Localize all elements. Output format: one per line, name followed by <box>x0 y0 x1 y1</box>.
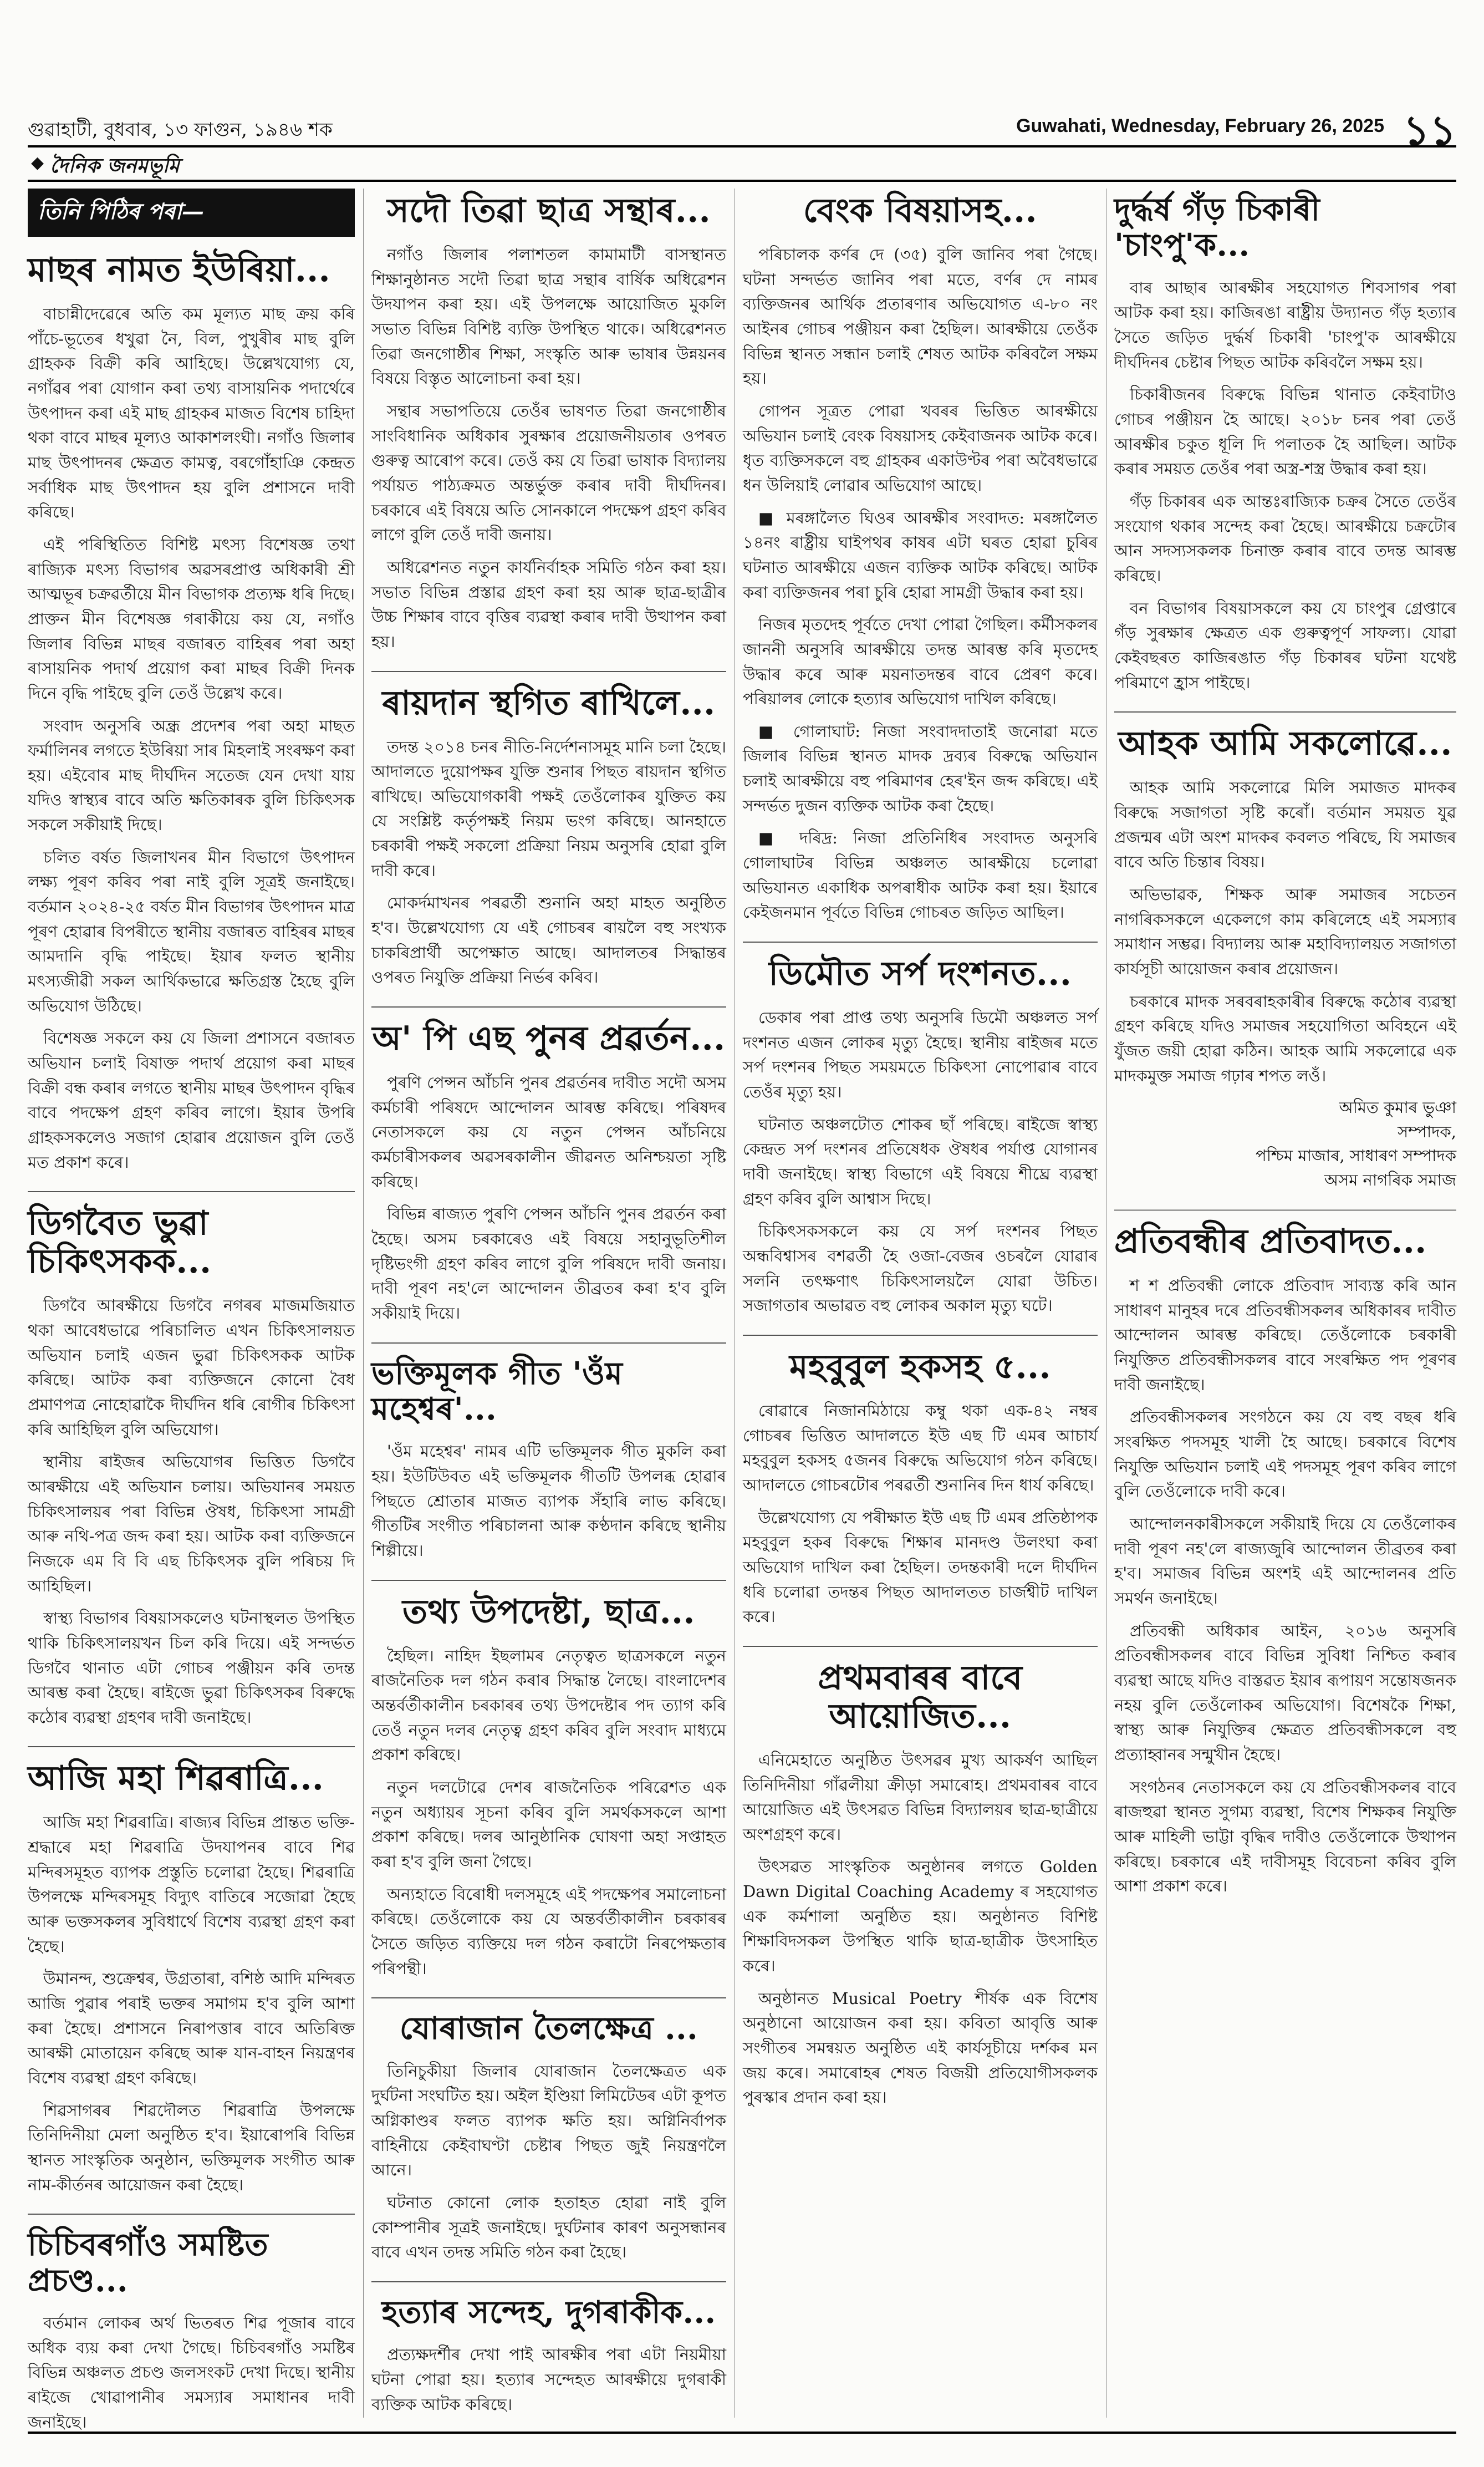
story-rhino-poacher <box>1114 192 1456 695</box>
paragraph: চিকাৰীজনৰ বিৰুদ্ধে বিভিন্ন থানাত কেইবাটাও গোচৰ পঞ্জীয়ন হৈ আছে। ২০১৮ চনৰ পৰা তেওঁ আৰক্ষীৰ চকুত ধূলি দি পলাতক হৈ আছিল। আটক কৰাৰ সময়ত তেওঁৰ পৰা অস্ত্ৰ-শস্ত্ৰ উদ্ধাৰ কৰা হয়। <box>1114 385 1456 479</box>
story-body <box>743 242 1098 925</box>
byline-line: অমিত কুমাৰ ভুঞা <box>1339 1098 1456 1117</box>
story-divider <box>28 1746 355 1747</box>
story-body <box>743 1005 1098 1318</box>
headline[interactable]: মহবুবুল হকসহ ৫... <box>789 1347 1051 1386</box>
headline[interactable]: যোৰাজান তৈলক্ষেত্ৰ ... <box>399 2010 698 2047</box>
story-divider <box>1114 1209 1456 1210</box>
headline[interactable]: দুৰ্দ্ধৰ্ষ গঁড় চিকাৰী 'চাংপু'ক... <box>1114 191 1320 264</box>
byline <box>1114 1096 1456 1192</box>
story-ops-restore <box>371 1020 726 1326</box>
column-4 <box>1114 189 1456 2418</box>
story-body <box>371 2342 726 2417</box>
paragraph: স্থানীয় ৰাইজৰ অভিযোগৰ ভিত্তিত ডিগবৈ আৰক্ষীয়ে এই অভিযান চলায়। অভিযানৰ সময়ত চিকিৎসালয়ৰ পৰা বিভিন্ন ঔষধ, চিকিৎসা সামগ্ৰী আৰু নথি-পত্ৰ জব্দ কৰা হয়। আটক কৰা ব্যক্তিজনে নিজকে এম বি বি এছ চিকিৎসক বুলি পৰিচয় দি আহিছিল। <box>28 1452 355 1595</box>
paragraph: ঘটনাত অঞ্চলটোত শোকৰ ছাঁ পৰিছে। ৰাইজে স্বাস্থ্য কেন্দ্ৰত সৰ্প দংশনৰ প্ৰতিষেধক ঔষধৰ পৰ্যাপ্ত যোগানৰ দাবী জনাইছে। স্বাস্থ্য বিভাগে এই বিষয়ে শীঘ্ৰে ব্যৱস্থা গ্ৰহণ কৰিব বুলি আশ্বাস দিছে। <box>743 1115 1098 1208</box>
headline[interactable]: হত্যাৰ সন্দেহ, দুগৰাকীক... <box>381 2293 716 2331</box>
story-murder-suspect <box>371 2295 726 2417</box>
paragraph: ■ মৰঙ্গালৈত ঘিওৰ আৰক্ষীৰ সংবাদত: মৰঙ্গালৈত ১৪নং ৰাষ্ট্ৰীয় ঘাইপথৰ কাষৰ এটা ঘৰত হোৱা চুৰিৰ ঘটনাত আৰক্ষীয়ে এজন ব্যক্তিক আটক কৰিছে। আটক কৰা ব্যক্তিজনৰ পৰা চুৰি হোৱা সামগ্ৰী উদ্ধাৰ কৰা হয়। <box>743 508 1098 602</box>
story-fish-urea <box>28 251 355 1174</box>
story-first-time-organised <box>743 1659 1098 2110</box>
story-body <box>743 1748 1098 2110</box>
paragraph: নিজৰ মৃতদেহ পূৰ্বতে দেখা পোৱা গৈছিল। কৰ্মীসকলৰ জাননী অনুসৰি আৰক্ষীয়ে তদন্ত আৰম্ভ কৰি মৃতদেহ উদ্ধাৰ কৰে আৰু ময়নাতদন্তৰ বাবে প্ৰেৰণ কৰে। পৰিয়ালৰ লোকে হত্যাৰ অভিযোগ দাখিল কৰিছে। <box>743 615 1098 709</box>
paragraph: অন্যহাতে বিৰোধী দলসমূহে এই পদক্ষেপৰ সমালোচনা কৰিছে। তেওঁলোকে কয় যে অন্তৰ্বৰ্তীকালীন চৰকাৰৰ সৈতে জড়িত ব্যক্তিয়ে দল গঠন কৰাটো নিৰপেক্ষতাৰ পৰিপন্থী। <box>371 1884 726 1978</box>
byline-line: পশ্চিম মাজাৰ, সাধাৰণ সম্পাদক <box>1256 1146 1456 1166</box>
page-header <box>28 109 1456 154</box>
paragraph: নতুন দলটোৱে দেশৰ ৰাজনৈতিক পৰিৱেশত এক নতুন অধ্যায়ৰ সূচনা কৰিব বুলি সমৰ্থকসকলে আশা প্ৰকাশ কৰিছে। দলৰ আনুষ্ঠানিক ঘোষণা অহা সপ্তাহত কৰা হ'ব বুলি জনা গৈছে। <box>371 1777 726 1871</box>
paragraph: পুৰণি পেন্সন আঁচনি পুনৰ প্ৰৱৰ্তনৰ দাবীত সদৌ অসম কৰ্মচাৰী পৰিষদে আন্দোলন আৰম্ভ কৰিছে। পৰিষদৰ নেতাসকলে কয় যে নতুন পেন্সন আঁচনিয়ে কৰ্মচাৰীসকলৰ অৱসৰকালীন জীৱনত অনিশ্চয়তা সৃষ্টি কৰিছে। <box>371 1073 726 1191</box>
paragraph: সন্থাৰ সভাপতিয়ে তেওঁৰ ভাষণত তিৱা জনগোষ্ঠীৰ সাংবিধানিক অধিকাৰ সুৰক্ষাৰ প্ৰয়োজনীয়তাৰ ওপৰত গুৰুত্ব আৰোপ কৰে। তেওঁ কয় যে তিৱা ভাষাক বিদ্যালয় পৰ্যায়ত পাঠ্যক্ৰমত অন্তৰ্ভুক্ত কৰাৰ দাবী দীৰ্ঘদিনৰ। চৰকাৰে এই বিষয়ে অতি সোনকালে পদক্ষেপ গ্ৰহণ কৰিব লাগে বুলি তেওঁ দাবী জনায়। <box>371 401 726 545</box>
paragraph: সংগঠনৰ নেতাসকলে কয় যে প্ৰতিবন্ধীসকলৰ বাবে ৰাজহুৱা স্থানত সুগম্য ব্যৱস্থা, বিশেষ শিক্ষকৰ নিযুক্তি আৰু মাহিলী ভাট্টা বৃদ্ধিৰ দাবীও তেওঁলোকে উত্থাপন কৰিছে। চৰকাৰে এই দাবীসমূহ বিবেচনা কৰিব বুলি আশা প্ৰকাশ কৰে। <box>1114 1777 1456 1896</box>
paragraph: প্ৰতিবন্ধীসকলৰ সংগঠনে কয় যে বহু বছৰ ধৰি সংৰক্ষিত পদসমূহ খালী হৈ আছে। চৰকাৰে বিশেষ নিযুক্তি অভিযান চলাই এই পদসমূহ পূৰণ কৰিব লাগে বুলি তেওঁলোকে দাবী কৰে। <box>1114 1407 1456 1501</box>
story-body <box>371 242 726 654</box>
story-body <box>28 1810 355 2197</box>
paragraph: এনিমেহাতে অনুষ্ঠিত উৎসৱৰ মুখ্য আকৰ্ষণ আছিল তিনিদিনীয়া গাঁৱলীয়া ক্ৰীড়া সমাৰোহ। প্ৰথমবাৰৰ বাবে আয়োজিত এই উৎসৱত বিভিন্ন বিদ্যালয়ৰ ছাত্ৰ-ছাত্ৰীয়ে অংশগ্ৰহণ কৰে। <box>743 1750 1098 1844</box>
paragraph: সংবাদ অনুসৰি অন্ধ্ৰ প্ৰদেশৰ পৰা অহা মাছত ফৰ্মালিনৰ লগতে ইউৰিয়া সাৰ মিহলাই সংৰক্ষণ কৰা হয়। এইবোৰ মাছ দীৰ্ঘদিন সতেজ যেন দেখা যায় যদিও স্বাস্থ্যৰ বাবে অতি ক্ষতিকাৰক বুলি চিকিৎসক সকলে সকীয়াই দিছে। <box>28 716 355 835</box>
paragraph: উল্লেখযোগ্য যে পৰীক্ষাত ইউ এছ টি এমৰ প্ৰতিষ্ঠাপক মহবুবুল হকৰ বিৰুদ্ধে শিক্ষাৰ মানদণ্ড উলংঘা কৰা অভিযোগ দাখিল কৰা হৈছিল। তদন্তকাৰী দলে দীৰ্ঘদিন ধৰি চলোৱা তদন্তৰ পিছত আদালতত চাৰ্জশ্বীট দাখিল কৰে। <box>743 1508 1098 1626</box>
story-lets-all <box>1114 725 1456 1192</box>
paragraph: নগাঁও জিলাৰ পলাশতল কামামাটী বাসস্থানত শিক্ষানুষ্ঠানত সদৌ তিৱা ছাত্ৰ সন্থাৰ বাৰ্ষিক অধিৱেশন উদযাপন কৰা হয়। এই উপলক্ষে আয়োজিত মুকলি সভাত বিভিন্ন বিশিষ্ট ব্যক্তি উপস্থিত থাকে। অধিৱেশনত তিৱা জনগোষ্ঠীৰ শিক্ষা, সংস্কৃতি আৰু ভাষাৰ উন্নয়নৰ বিষয়ে বিস্তৃত আলোচনা কৰা হয়। <box>371 245 726 388</box>
paragraph: ডিগবৈ আৰক্ষীয়ে ডিগবৈ নগৰৰ মাজমজিয়াত থকা আবেধভাৱে পৰিচালিত এখন চিকিৎসালয়ত অভিযান চলাই এজন ভুৱা চিকিৎসকক আটক কৰিছে। আটক কৰা ব্যক্তিজনে কোনো বৈধ প্ৰমাণপত্ৰ নোহোৱাকৈ দীৰ্ঘদিন ধৰি ৰোগীৰ চিকিৎসা কৰি আহিছিল বুলি অভিযোগ। <box>28 1296 355 1439</box>
paragraph: প্ৰত্যক্ষদৰ্শীৰ দেখা পাই আৰক্ষীৰ পৰা এটা নিয়মীয়া ঘটনা পোৱা হয়। হত্যাৰ সন্দেহত আৰক্ষীয়ে দুগৰাকী ব্যক্তিক আটক কৰিছে। <box>371 2345 726 2414</box>
story-body <box>1114 276 1456 695</box>
story-divider <box>371 1342 726 1344</box>
story-body <box>1114 1273 1456 1899</box>
paragraph: ঘটনাত কোনো লোক হতাহত হোৱা নাই বুলি কোম্পানীৰ সূত্ৰই জনাইছে। দুৰ্ঘটনাৰ কাৰণ অনুসন্ধানৰ বাবে এখন তদন্ত সমিতি গঠন কৰা হৈছে। <box>371 2193 726 2262</box>
footer-rule <box>28 2432 1456 2434</box>
paragraph: উৎসৱত সাংস্কৃতিক অনুষ্ঠানৰ লগতে Golden Dawn Digital Coaching Academy ৰ সহযোগত এক কৰ্মশালা অনুষ্ঠিত হয়। অনুষ্ঠানত বিশিষ্ট শিক্ষাবিদসকল উপস্থিত থাকি ছাত্ৰ-ছাত্ৰীক উৎসাহিত কৰে। <box>743 1857 1098 1976</box>
story-info-adviser <box>371 1593 726 1981</box>
story-body <box>371 1070 726 1326</box>
paragraph: চিকিৎসকসকলে কয় যে সৰ্প দংশনৰ পিছত অন্ধবিশ্বাসৰ বশৱৰ্তী হৈ ওজা-বেজৰ ওচৰলৈ যোৱাৰ সলনি তৎক্ষণাৎ চিকিৎসালয়লৈ যোৱা উচিত। সজাগতাৰ অভাৱত বহু লোকৰ অকাল মৃত্যু ঘটে। <box>743 1222 1098 1315</box>
story-body <box>371 735 726 990</box>
brand-strip <box>28 145 1456 182</box>
story-dimow-snakebite <box>743 955 1098 1318</box>
paragraph: ■ গোলাঘাট: নিজা সংবাদদাতাই জনোৱা মতে জিলাৰ বিভিন্ন স্থানত মাদক দ্ৰব্যৰ বিৰুদ্ধে অভিযান চলাই আৰক্ষীয়ে বহু পৰিমাণৰ হেৰ'ইন জব্দ কৰিছে। এই সন্দৰ্ভত দুজন ব্যক্তিক আটক কৰা হৈছে। <box>743 721 1098 815</box>
paragraph: ■ দৰিদ্ৰ: নিজা প্ৰতিনিধিৰ সংবাদত অনুসৰি গোলাঘাটৰ বিভিন্ন অঞ্চলত আৰক্ষীয়ে চলোৱা অভিযানত একাধিক অপৰাধীক আটক কৰা হয়। ইয়াৰে কেইজনমান পূৰ্বতে বিভিন্ন গোচৰত জড়িত আছিল। <box>743 828 1098 922</box>
story-shivaratri <box>28 1759 355 2197</box>
page-number: ১১ <box>1403 109 1456 154</box>
headline[interactable]: আজি মহা শিৱৰাত্ৰি... <box>28 1759 324 1798</box>
story-divider <box>371 671 726 672</box>
headline[interactable]: অ' পি এছ পুনৰ প্ৰৱৰ্তন... <box>372 1019 726 1059</box>
paragraph: তিনিচুকীয়া জিলাৰ যোৰাজান তৈলক্ষেত্ৰত এক দুৰ্ঘটনা সংঘটিত হয়। অইল ইণ্ডিয়া লিমিটেডৰ এটা কূপত অগ্নিকাণ্ডৰ ফলত ব্যাপক ক্ষতি হয়। অগ্নিনিৰ্বাপক বাহিনীয়ে কেইবাঘণ্টা চেষ্টাৰ পিছত জুই নিয়ন্ত্ৰণলৈ আনে। <box>371 2061 727 2180</box>
story-body <box>28 2311 355 2434</box>
paragraph: ৰোৱাৰে নিজানমিঠায়ে কম্বু থকা এক-৪২ নম্বৰ গোচৰৰ ভিত্তিত আদালতে ইউ এছ টি এমৰ আচাৰ্য মহবুবুল হকসহ ৫জনৰ বিৰুদ্ধে অভিযোগ গঠন কৰিছে। আদালতে গোচৰটোৰ পৰৱৰ্তী শুনানিৰ দিন ধাৰ্য কৰিছে। <box>743 1401 1098 1494</box>
paragraph: বৰ্তমান লোকৰ অৰ্থ ভিতৰত শিৱ পূজাৰ বাবে অধিক ব্যয় কৰা দেখা গৈছে। চিচিবৰগাঁও সমষ্টিৰ বিভিন্ন অঞ্চলত প্ৰচণ্ড জলসংকট দেখা দিছে। স্থানীয় ৰাইজে খোৱাপানীৰ সমস্যাৰ সমাধানৰ দাবী জনাইছে। <box>28 2313 355 2432</box>
story-devotional-song <box>371 1356 726 1563</box>
headline[interactable]: প্ৰতিবন্ধীৰ প্ৰতিবাদত... <box>1114 1222 1427 1262</box>
paragraph: উমানন্দ, শুক্ৰেশ্বৰ, উগ্ৰতাৰা, বশিষ্ঠ আদি মন্দিৰত আজি পুৱাৰ পৰাই ভক্তৰ সমাগম হ'ব বুলি আশা কৰা হৈছে। প্ৰশাসনে নিৰাপত্তাৰ বাবে অতিৰিক্ত আৰক্ষী মোতায়েন কৰিছে আৰু যান-বাহন নিয়ন্ত্ৰণৰ বিশেষ ব্যৱস্থা গ্ৰহণ কৰিছে। <box>28 1969 355 2088</box>
story-body <box>371 2059 726 2265</box>
story-divider <box>371 2281 726 2282</box>
paragraph: বাচান্নীদেৱেৰে অতি কম মূল্যত মাছ ক্ৰয় কৰি পাঁচে-ভূতেৰ ধখুৱা নৈ, বিল, পুখুৰীৰ মাছ বুলি গ্ৰাহকক বিক্ৰী কৰি আহিছে। উল্লেখযোগ্য যে, নগাঁৱৰ পৰা যোগান কৰা তথ্য বাসায়নিক পদাৰ্থেৰে উৎপাদন কৰা এই মাছ গ্ৰাহকৰ মাজত বিশেষ চাহিদা থকা বাবে মাছৰ মূল্যও আকাশলংঘী। নগাঁও জিলাৰ মাছ উৎপাদনৰ ক্ষেত্ৰত কামত্ব, বৰগোঁহাঞি কেন্দ্ৰত সৰ্বাধিক মাছ উৎপাদন হয় বুলি প্ৰশাসনে দাবী কৰিছে। <box>28 304 355 522</box>
headline[interactable]: তথ্য উপদেষ্টা, ছাত্ৰ... <box>402 1592 695 1631</box>
headline[interactable]: ভক্তিমূলক গীত 'ওঁম মহেশ্বৰ'... <box>371 1355 623 1428</box>
paragraph: এই পৰিস্থিতিত বিশিষ্ট মৎস্য বিশেষজ্ঞ তথা ৰাজ্যিক মৎস্য বিভাগৰ অৱসৰপ্ৰাপ্ত অধিকাৰী শ্ৰী আত্মভূৰ চক্ৰৱৰ্তীয়ে মীন বিভাগক প্ৰত্যক্ষ ধৰি দিছে। প্ৰাক্তন মীন বিশেষজ্ঞ গৰাকীয়ে কয় যে, নগাঁও জিলাৰ বিভিন্ন মাছৰ বজাৰত বাহিৰৰ পৰা অহা ৰাসায়নিক পদাৰ্থ প্ৰয়োগ কৰা মাছৰ বিক্ৰী দিনক দিনে বৃদ্ধি পাইছে বুলি তেওঁ উল্লেখ কৰে। <box>28 535 355 703</box>
paragraph: বাৰ আছাৰ আৰক্ষীৰ সহযোগত শিবসাগৰ পৰা আটক কৰা হয়। কাজিৰঙা ৰাষ্ট্ৰীয় উদ্যানত গঁড় হত্যাৰ সৈতে জড়িত দুৰ্দ্ধৰ্ষ চিকাৰী 'চাংপু'ক আৰক্ষীয়ে দীৰ্ঘদিনৰ চেষ্টাৰ পিছত আটক কৰিবলৈ সক্ষম হয়। <box>1114 278 1456 372</box>
column-1 <box>28 189 355 2432</box>
story-bank-official <box>743 192 1098 925</box>
paragraph: 'ওঁম মহেশ্বৰ' নামৰ এটি ভক্তিমূলক গীত মুকলি কৰা হয়। ইউটিউবত এই ভক্তিমূলক গীতটি উপলব্ধ হোৱাৰ পিছতে শ্ৰোতাৰ মাজত ব্যাপক সঁহাৰি লাভ কৰিছে। গীতটিৰ সংগীত পৰিচালনা আৰু কণ্ঠদান কৰিছে স্থানীয় শিল্পীয়ে। <box>371 1442 726 1560</box>
headline[interactable]: ৰায়দান স্থগিত ৰাখিলে... <box>382 683 716 723</box>
paragraph: স্বাস্থ্য বিভাগৰ বিষয়াসকলেও ঘটনাস্থলত উপস্থিত থাকি চিকিৎসালয়খন চিল কৰি দিয়ে। এই সন্দৰ্ভত ডিগবৈ থানাত এটা গোচৰ পঞ্জীয়ন কৰি তদন্ত আৰম্ভ কৰা হৈছে। ৰাইজে ভুৱা চিকিৎসকৰ বিৰুদ্ধে কঠোৰ ব্যৱস্থা গ্ৰহণৰ দাবী জনাইছে। <box>28 1609 355 1727</box>
headline[interactable]: প্ৰথমবাৰৰ বাবে আয়োজিত... <box>818 1658 1023 1736</box>
paragraph: পৰিচালক কৰ্ণৰ দে (৩৫) বুলি জানিব পৰা গৈছে। ঘটনা সন্দৰ্ভত জানিব পৰা মতে, বৰ্ণৰ দে নামৰ ব্যক্তিজনৰ আৰ্থিক প্ৰতাৰণাৰ অভিযোগত এ-৮০ নং আইনৰ গোচৰ পঞ্জীয়ন কৰা হৈছিল। আৰক্ষীয়ে তেওঁক বিভিন্ন স্থানত সন্ধান চলাই শেষত আটক কৰিবলৈ সক্ষম হয়। <box>743 245 1098 388</box>
story-divider <box>371 1580 726 1581</box>
paragraph: শ শ প্ৰতিবন্ধী লোকে প্ৰতিবাদ সাব্যস্ত কৰি আন সাধাৰণ মানুহৰ দৰে প্ৰতিবন্ধীসকলৰ অধিকাৰৰ দাবীত আন্দোলন আৰম্ভ কৰিছে। তেওঁলোকে চৰকাৰী নিযুক্তিত প্ৰতিবন্ধীসকলৰ বাবে সংৰক্ষিত পদ পূৰণৰ দাবী জনাইছে। <box>1114 1276 1456 1394</box>
paragraph: বন বিভাগৰ বিষয়াসকলে কয় যে চাংপুৰ গ্ৰেপ্তাৰে গঁড় সুৰক্ষাৰ ক্ষেত্ৰত এক গুৰুত্বপূৰ্ণ সাফল্য। যোৱা কেইবছৰত কাজিৰঙাত গঁড় চিকাৰৰ ঘটনা যথেষ্ট পৰিমাণে হ্ৰাস পাইছে। <box>1114 598 1456 692</box>
column-2 <box>371 189 726 2418</box>
story-jorajan-oilfield <box>371 2011 726 2265</box>
headline[interactable]: সদৌ তিৱা ছাত্ৰ সন্থাৰ... <box>386 191 711 230</box>
story-divider <box>28 1191 355 1192</box>
story-body <box>371 1439 726 1563</box>
paragraph: আহক আমি সকলোৱে মিলি সমাজত মাদকৰ বিৰুদ্ধে সজাগতা সৃষ্টি কৰোঁ। বৰ্তমান সময়ত যুৱ প্ৰজন্মৰ এটা অংশ মাদকৰ কবলত পৰিছে, যি সমাজৰ বাবে অতি চিন্তাৰ বিষয়। <box>1114 778 1456 872</box>
paragraph: বিশেষজ্ঞ সকলে কয় যে জিলা প্ৰশাসনে বজাৰত অভিযান চলাই বিষাক্ত পদাৰ্থ প্ৰয়োগ কৰা মাছৰ বিক্ৰী বন্ধ কৰাৰ লগতে স্থানীয় মাছৰ উৎপাদন বৃদ্ধিৰ বাবে পদক্ষেপ গ্ৰহণ কৰিব লাগে। ইয়াৰ উপৰি গ্ৰাহকসকলেও সজাগ হোৱাৰ প্ৰয়োজন বুলি তেওঁ মত প্ৰকাশ কৰে। <box>28 1029 355 1172</box>
paragraph: আন্দোলনকাৰীসকলে সকীয়াই দিয়ে যে তেওঁলোকৰ দাবী পূৰণ নহ'লে ৰাজ্যজুৰি আন্দোলন তীব্ৰতৰ কৰা হ'ব। সমাজৰ বিভিন্ন অংশই এই আন্দোলনৰ প্ৰতি সমৰ্থন জনাইছে। <box>1114 1514 1456 1608</box>
headline[interactable]: মাছৰ নামত ইউৰিয়া... <box>28 251 330 289</box>
paragraph: বিভিন্ন ৰাজ্যত পুৰণি পেন্সন আঁচনি পুনৰ প্ৰৱৰ্তন কৰা হৈছে। অসম চৰকাৰেও এই বিষয়ে সহানুভূতিশীল দৃষ্টিভংগী গ্ৰহণ কৰিব লাগে বুলি পৰিষদে দাবী জনায়। দাবী পূৰণ নহ'লে আন্দোলন তীব্ৰতৰ কৰা হ'ব বুলি সকীয়াই দিয়ে। <box>371 1204 726 1322</box>
story-body <box>1114 775 1456 1088</box>
paragraph: গোপন সূত্ৰত পোৱা খবৰৰ ভিত্তিত আৰক্ষীয়ে অভিযান চলাই বেংক বিষয়াসহ কেইবাজনক আটক কৰে। ধৃত ব্যক্তিসকলে বহু গ্ৰাহকৰ একাউণ্টৰ পৰা অবৈধভাৱে ধন উলিয়াই লোৱাৰ অভিযোগ আছে। <box>743 401 1098 495</box>
paragraph: শিৱসাগৰৰ শিৱদৌলত শিৱৰাত্ৰি উপলক্ষে তিনিদিনীয়া মেলা অনুষ্ঠিত হ'ব। ইয়াৰোপৰি বিভিন্ন স্থানত সাংস্কৃতিক অনুষ্ঠান, ভক্তিমূলক সংগীত আৰু নাম-কীৰ্তনৰ আয়োজন কৰা হৈছে। <box>28 2100 355 2194</box>
paragraph: অধিৱেশনত নতুন কাৰ্যনিৰ্বাহক সমিতি গঠন কৰা হয়। সভাত বিভিন্ন প্ৰস্তাৱ গ্ৰহণ কৰা হয় আৰু ছাত্ৰ-ছাত্ৰীৰ উচ্চ শিক্ষাৰ বাবে বৃত্তিৰ ব্যৱস্থা কৰাৰ দাবী উত্থাপন কৰা হয়। <box>371 557 726 651</box>
story-divider <box>743 1646 1098 1647</box>
story-chichibargaon <box>28 2227 355 2434</box>
paragraph: অনুষ্ঠানত Musical Poetry শীৰ্ষক এক বিশেষ অনুষ্ঠানো আয়োজন কৰা হয়। কবিতা আবৃত্তি আৰু সংগীতৰ সমন্বয়ত অনুষ্ঠিত এই কাৰ্যসূচীয়ে দৰ্শকৰ মন জয় কৰে। সমাৰোহৰ শেষত বিজয়ী প্ৰতিযোগীসকলক পুৰস্কাৰ প্ৰদান কৰা হয়। <box>743 1988 1098 2107</box>
column-divider <box>363 189 364 2418</box>
paragraph: চৰকাৰে মাদক সৰবৰাহকাৰীৰ বিৰুদ্ধে কঠোৰ ব্যৱস্থা গ্ৰহণ কৰিছে যদিও সমাজৰ সহযোগিতা অবিহনে এই যুঁজত জয়ী হোৱা কঠিন। আহক আমি সকলোৱে এক মাদকমুক্ত সমাজ গঢ়াৰ শপত লওঁ। <box>1114 991 1456 1085</box>
paragraph: মোকৰ্দমাখনৰ পৰৱৰ্তী শুনানি অহা মাহত অনুষ্ঠিত হ'ব। উল্লেখযোগ্য যে এই গোচৰৰ ৰায়লৈ বহু সংখ্যক চাকৰিপ্ৰাৰ্থী অপেক্ষাত আছে। আদালতৰ সিদ্ধান্তৰ ওপৰত নিযুক্তি প্ৰক্ৰিয়া নিৰ্ভৰ কৰিব। <box>371 893 726 987</box>
byline-line: অসম নাগৰিক সমাজ <box>1324 1170 1456 1189</box>
diamond-icon: ◆ <box>31 153 44 172</box>
headline[interactable]: আহক আমি সকলোৱে... <box>1118 724 1452 764</box>
story-body <box>28 302 355 1174</box>
paragraph: তদন্ত ২০১৪ চনৰ নীতি-নিৰ্দেশনাসমূহ মানি চলা হৈছে। আদালতে দুয়োপক্ষৰ যুক্তি শুনাৰ পিছত ৰায়দান স্থগিত ৰাখিছে। অভিযোগকাৰী পক্ষই তেওঁলোকৰ যুক্তিত কয় যে সংশ্লিষ্ট কৰ্তৃপক্ষই নিয়ম ভংগ কৰিছে। আনহাতে চৰকাৰী পক্ষই সকলো প্ৰক্ৰিয়া নিয়ম অনুসৰি হোৱা বুলি দাবী কৰে। <box>371 737 726 880</box>
story-mahbubul-haque <box>743 1348 1098 1629</box>
column-3 <box>743 189 1098 2418</box>
paragraph: গঁড় চিকাৰৰ এক আন্তঃৰাজ্যিক চক্ৰৰ সৈতে তেওঁৰ সংযোগ থকাৰ সন্দেহ কৰা হৈছে। আৰক্ষীয়ে চক্ৰটোৰ আন সদস্যসকলক চিনাক্ত কৰাৰ বাবে তদন্ত আৰম্ভ কৰিছে। <box>1114 492 1456 585</box>
byline-line: সম্পাদক, <box>1398 1122 1456 1141</box>
newspaper-brand: দৈনিক জনমভূমি <box>50 154 180 177</box>
paragraph: হৈছিল। নাহিদ ইছলামৰ নেতৃত্বত ছাত্ৰসকলে নতুন ৰাজনৈতিক দল গঠন কৰাৰ সিদ্ধান্ত লৈছে। বাংলাদেশৰ অন্তৰ্বৰ্তীকালীন চৰকাৰৰ তথ্য উপদেষ্টাৰ পদ ত্যাগ কৰি তেওঁ নতুন দলৰ নেতৃত্ব গ্ৰহণ কৰিব বুলি সংবাদ মাধ্যমে প্ৰকাশ কৰিছে। <box>371 1646 726 1764</box>
section-label: তিনি পিঠিৰ পৰা— <box>28 189 355 237</box>
headline[interactable]: বেংক বিষয়াসহ... <box>803 191 1038 230</box>
date-english: Guwahati, Wednesday, February 26, 2025 <box>1016 115 1384 136</box>
story-divider <box>1114 711 1456 713</box>
story-body <box>743 1398 1098 1629</box>
story-tiwa-student-union <box>371 192 726 654</box>
headline[interactable]: চিচিবৰগাঁও সমষ্টিত প্ৰচণ্ড... <box>28 2226 269 2299</box>
story-divider <box>371 1006 726 1008</box>
story-verdict-deferred <box>371 684 726 990</box>
paragraph: চলিত বৰ্ষত জিলাখনৰ মীন বিভাগে উৎপাদন লক্ষ্য পূৰণ কৰিব পৰা নাই বুলি সূত্ৰই জনাইছে। বৰ্তমান ২০২৪-২৫ বৰ্ষত মীন বিভাগৰ উৎপাদন মাত্ৰ পূৰণ হোৱাৰ বিপৰীতে স্থানীয় বজাৰত বাহিৰৰ মাছৰ আমদানি বৃদ্ধি পাইছে। ইয়াৰ ফলত স্থানীয় মৎস্যজীৱী সকল আৰ্থিকভাৱে ক্ষতিগ্ৰস্ত হৈছে বুলি অভিযোগ উঠিছে। <box>28 847 355 1015</box>
paragraph: অভিভাৱক, শিক্ষক আৰু সমাজৰ সচেতন নাগৰিকসকলে একেলগে কাম কৰিলেহে এই সমস্যাৰ সমাধান সম্ভৱ। বিদ্যালয় আৰু মহাবিদ্যালয়ত সজাগতা কাৰ্যসূচী আয়োজন কৰাৰ প্ৰয়োজন। <box>1114 884 1456 978</box>
story-disabled-protest <box>1114 1223 1456 1899</box>
headline[interactable]: ডিগবৈত ভুৱা চিকিৎসকক... <box>28 1204 212 1281</box>
paragraph: আজি মহা শিৱৰাত্ৰি। ৰাজ্যৰ বিভিন্ন প্ৰান্তত ভক্তি-শ্ৰদ্ধাৰে মহা শিৱৰাত্ৰি উদযাপনৰ বাবে শিৱ মন্দিৰসমূহত ব্যাপক প্ৰস্তুতি চলোৱা হৈছে। শিৱৰাত্ৰি উপলক্ষে মন্দিৰসমূহ বিদ্যুৎ বাতিৰে সজোৱা হৈছে আৰু ভক্তসকলৰ সুবিধাৰ্থে বিশেষ ব্যৱস্থা গ্ৰহণ কৰা হৈছে। <box>28 1813 355 1956</box>
story-body <box>28 1293 355 1730</box>
paragraph: প্ৰতিবন্ধী অধিকাৰ আইন, ২০১৬ অনুসৰি প্ৰতিবন্ধীসকলৰ বাবে বিভিন্ন সুবিধা নিশ্চিত কৰাৰ ব্যৱস্থা আছে যদিও বাস্তৱত ইয়াৰ ৰূপায়ণ সন্তোষজনক নহয় বুলি তেওঁলোকৰ অভিযোগ। বিশেষকৈ শিক্ষা, স্বাস্থ্য আৰু নিযুক্তিৰ ক্ষেত্ৰত প্ৰতিবন্ধীসকলে বহু প্ৰত্যাহ্বানৰ সন্মুখীন হৈছে। <box>1114 1621 1456 1764</box>
story-divider <box>743 1335 1098 1336</box>
paragraph: ডেকাৰ পৰা প্ৰাপ্ত তথ্য অনুসৰি ডিমৌ অঞ্চলত সৰ্প দংশনত এজন লোকৰ মৃত্যু হৈছে। স্থানীয় ৰাইজৰ মতে সৰ্প দংশনৰ পিছত সময়মতে চিকিৎসা নোপোৱাৰ বাবে তেওঁৰ মৃত্যু হয়। <box>743 1008 1098 1102</box>
headline[interactable]: ডিমৌত সৰ্প দংশনত... <box>768 954 1072 994</box>
story-divider <box>28 2214 355 2215</box>
story-fake-doctor <box>28 1204 355 1730</box>
story-divider <box>743 942 1098 943</box>
date-assamese: গুৱাহাটী, বুধবাৰ, ১৩ ফাগুন, ১৯৪৬ শক <box>28 119 333 141</box>
story-divider <box>371 1997 726 1998</box>
story-body <box>371 1644 726 1981</box>
